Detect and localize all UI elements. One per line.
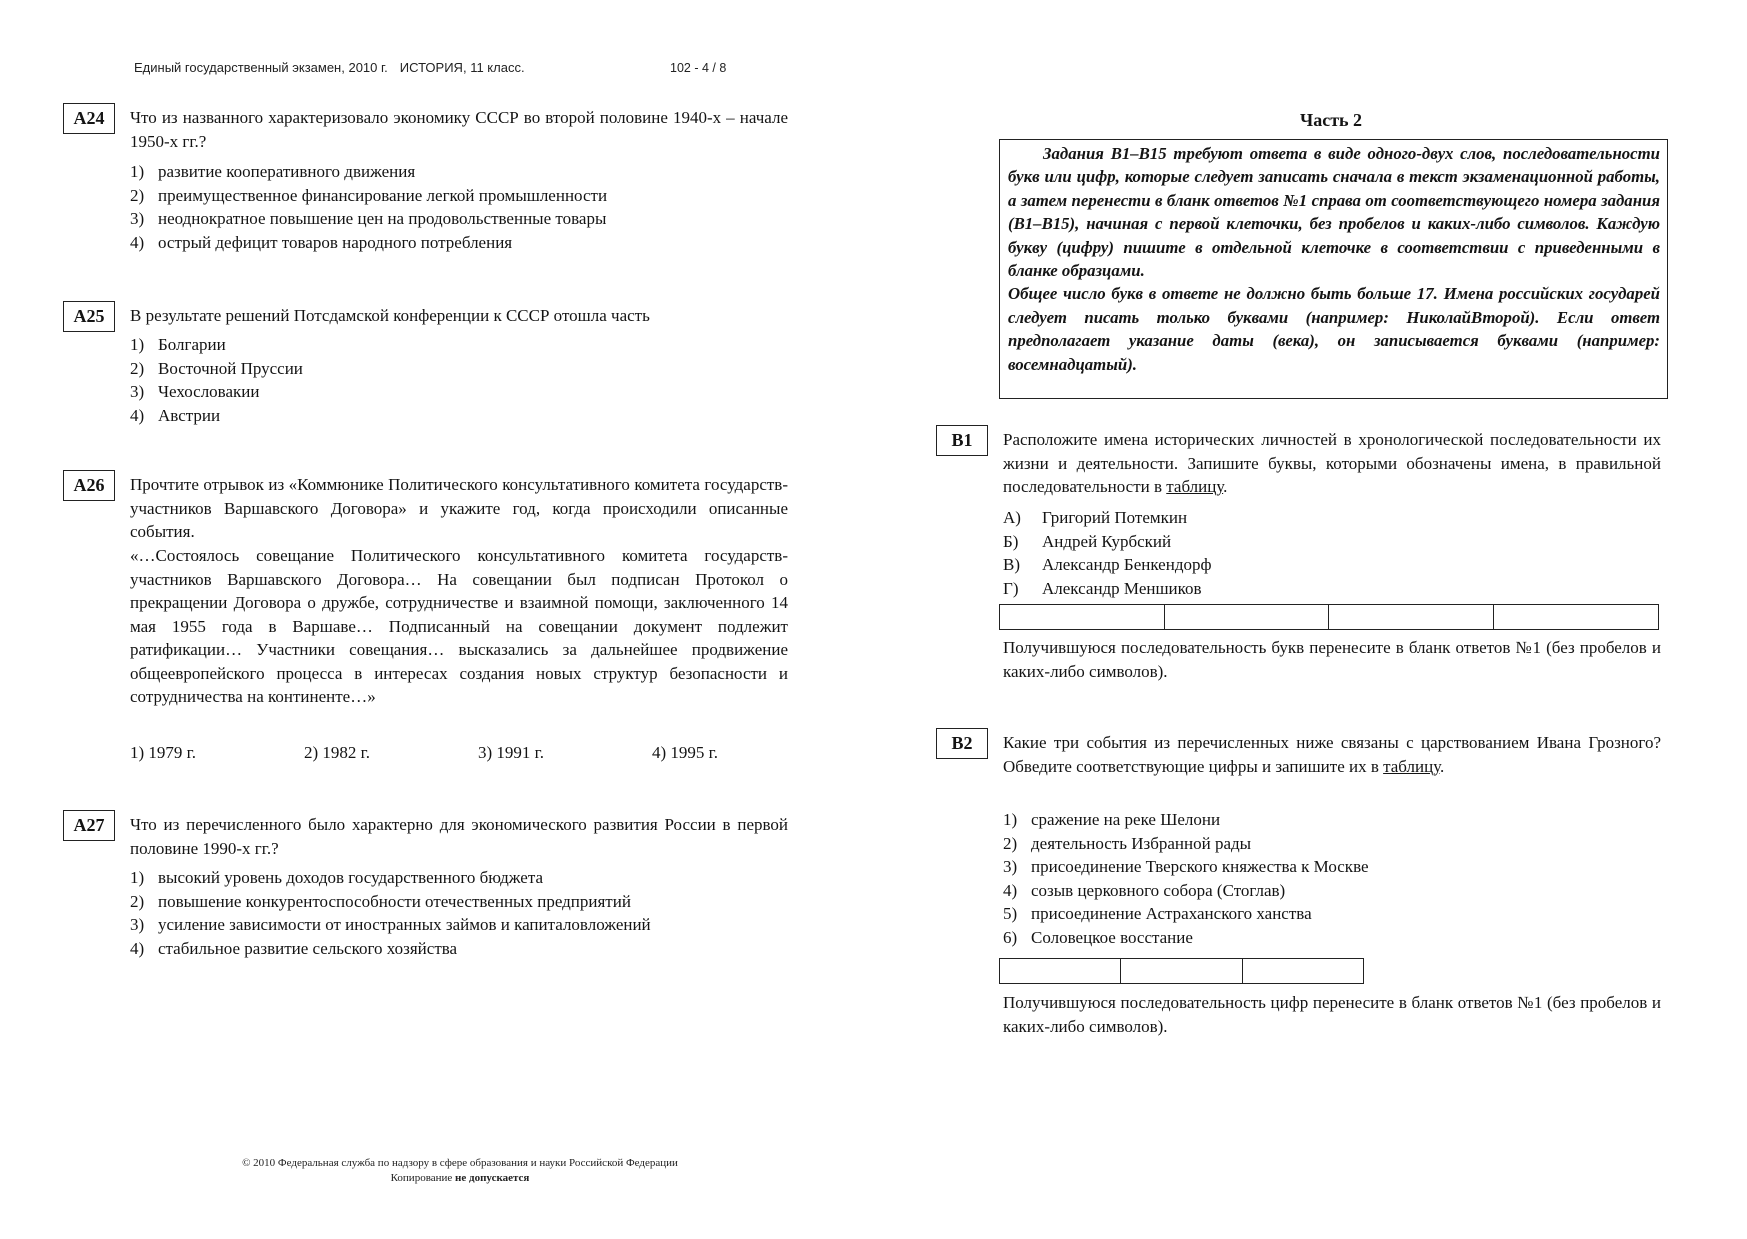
options-a25 [130, 333, 303, 427]
instructions-text: Задания В1–В15 требуют ответа в виде одного-двух слов, последовательности букв или цифр, которые следует записать сначала в текст экзаменационной работы, а затем перенести в бланк ответов №1 справа от соответствующего номера задания (В1–В15), начиная с первой клеточки, без пробелов и каких-либо символов. Каждую букву (цифру) пишите в отдельной клеточке в соответствии с приведенными в бланке образцами. [1008, 144, 1660, 281]
part-title: Часть 2 [1300, 110, 1363, 130]
options-a24 [130, 160, 607, 254]
page-number: 102 - 4 / 8 [670, 61, 727, 75]
option: В) Александр Бенкендорф [1003, 555, 1212, 574]
option: 3) Чехословакии [130, 382, 260, 401]
task-label-b2: B2 [936, 728, 988, 759]
task-label-a25: A25 [63, 301, 115, 332]
options-b2 [1003, 808, 1369, 949]
answer-table-b2 [999, 958, 1364, 984]
question-b2: Какие три события из перечисленных ниже связаны с царствованием Ивана Грозного? Обведите соответствующие цифры и запишите их в таблицу. [1003, 733, 1661, 776]
answer-cell[interactable] [1000, 959, 1121, 983]
option: 1) высокий уровень доходов государственного бюджета [130, 868, 544, 887]
answer-cell[interactable] [1243, 959, 1363, 983]
answer-table-b1 [999, 604, 1659, 630]
table-word: таблицу [1383, 756, 1440, 776]
option: 1) Болгарии [130, 335, 226, 354]
task-label-a26: A26 [63, 470, 115, 501]
option: 2) деятельность Избранной рады [1003, 833, 1252, 853]
answer-cell[interactable] [1329, 605, 1494, 629]
options-a26 [130, 743, 826, 763]
question-a25: В результате решений Потсдамской конференции к СССР отошла часть [130, 306, 650, 325]
option: 2) преимущественное финансирование легкой промышленности [130, 185, 608, 205]
option: 5) присоединение Астраханского ханства [1003, 904, 1312, 923]
option: 3) присоединение Тверского княжества к Москве [1003, 857, 1369, 876]
option: 2) повышение конкурентоспособности отечественных предприятий [130, 891, 631, 911]
quote-a26: «…Состоялось совещание Политического консультативного комитета государств-участников Варшавского Договора… На совещании был подписан Протокол о прекращении Договора о дружбе, сотрудничестве и взаимной помощи, заключенного 14 мая 1955 года в Варшаве… Подписанный на совещании документ подлежит ратификации… Участники совещания… высказались за дальнейшее продвижение общеевропейского процесса в интересах создания новых структур безопасности и сотрудничества на континенте…» [130, 546, 788, 706]
option: 3) 1991 г. [478, 743, 544, 762]
question-a24: Что из названного характеризовало экономику СССР во второй половине 1940-х – начале 1950-х гг.? [130, 108, 788, 151]
option: 1) сражение на реке Шелони [1003, 810, 1221, 829]
copyright-line: © 2010 Федеральная служба по надзору в сфере образования и науки Российской Федерации [242, 1157, 678, 1169]
page-header [134, 60, 727, 75]
task-label-a24: A24 [63, 103, 115, 134]
option: 4) Австрии [130, 405, 221, 425]
task-label-a27: A27 [63, 810, 115, 841]
exam-title: Единый государственный экзамен, 2010 г. [134, 60, 388, 75]
instruction-b1: Получившуюся последовательность букв перенесите в бланк ответов №1 (без пробелов и каких-либо символов). [1003, 638, 1661, 681]
option: 4) стабильное развитие сельского хозяйства [130, 938, 458, 958]
answer-cell[interactable] [1121, 959, 1242, 983]
instructions-box [999, 139, 1668, 399]
option: 1) развитие кооперативного движения [130, 162, 416, 181]
task-label-b1: B1 [936, 425, 988, 456]
option: 2) 1982 г. [304, 743, 370, 762]
option: Г) Александр Меншиков [1003, 578, 1202, 598]
question-b1: Расположите имена исторических личностей в хронологической последовательности их жизни и деятельности. Запишите буквы, которыми обозначены имена, в правильной последовательности в таблицу. [1003, 430, 1661, 496]
table-word: таблицу [1166, 477, 1224, 496]
answer-cell[interactable] [1000, 605, 1165, 629]
option: 3) неоднократное повышение цен на продовольственные товары [130, 209, 607, 228]
question-a27: Что из перечисленного было характерно для экономического развития России в первой половине 1990-х гг.? [130, 815, 788, 858]
grade: 11 класс. [470, 60, 525, 75]
subject: ИСТОРИЯ, [399, 60, 467, 75]
answer-cell[interactable] [1165, 605, 1330, 629]
option: 2) Восточной Пруссии [130, 358, 303, 378]
instructions-text-2: Общее число букв в ответе не должно быть больше 17. Имена российских государей следует писать только буквами (например: НиколайВторой). Если ответ предполагает указание даты (века), он записывается буквами (например: восемнадцатый). [1008, 284, 1660, 374]
question-a26: Прочтите отрывок из «Коммюнике Политического консультативного комитета государств-участников Варшавского Договора» и укажите год, когда происходили описанные события. [130, 475, 788, 541]
option: А) Григорий Потемкин [1003, 508, 1188, 527]
copy-notice: Копирование не допускается [390, 1172, 530, 1184]
instruction-b2: Получившуюся последовательность цифр перенесите в бланк ответов №1 (без пробелов и каких-либо символов). [1003, 993, 1661, 1036]
option: 4) созыв церковного собора (Стоглав) [1003, 880, 1286, 900]
options-b1 [1003, 506, 1212, 600]
option: 4) 1995 г. [652, 743, 718, 762]
option: 1) 1979 г. [130, 743, 196, 762]
options-a27 [130, 866, 651, 960]
option: 6) Соловецкое восстание [1003, 927, 1193, 947]
option: Б) Андрей Курбский [1003, 531, 1172, 551]
copyright-footer [160, 1156, 760, 1186]
option: 4) острый дефицит товаров народного потребления [130, 232, 513, 252]
answer-cell[interactable] [1494, 605, 1659, 629]
option: 3) усиление зависимости от иностранных займов и капиталовложений [130, 915, 651, 934]
